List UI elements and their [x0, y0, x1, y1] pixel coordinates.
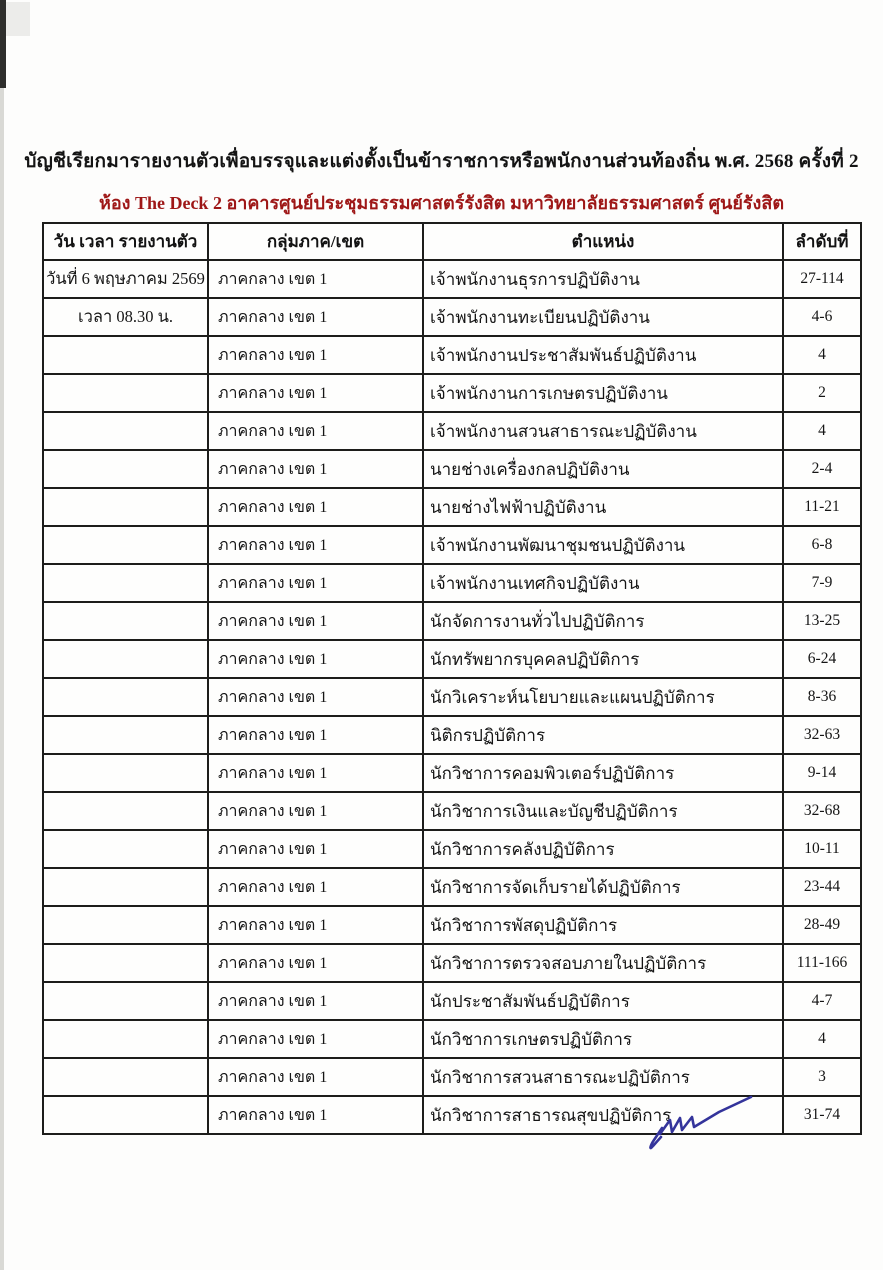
- table-row: [43, 754, 861, 792]
- table-row: [43, 640, 861, 678]
- region-cell: ภาคกลาง เขต 1: [208, 906, 423, 944]
- datetime-cell: วันที่ 6 พฤษภาคม 2569: [43, 260, 208, 298]
- order-cell: 4-7: [783, 982, 861, 1020]
- position-cell: เจ้าพนักงานการเกษตรปฏิบัติงาน: [423, 374, 783, 412]
- datetime-cell: [43, 1058, 208, 1096]
- order-cell: 4-6: [783, 298, 861, 336]
- datetime-cell: [43, 602, 208, 640]
- order-cell: 9-14: [783, 754, 861, 792]
- order-cell: 27-114: [783, 260, 861, 298]
- datetime-cell: [43, 488, 208, 526]
- datetime-cell: [43, 678, 208, 716]
- datetime-cell: [43, 374, 208, 412]
- order-cell: 13-25: [783, 602, 861, 640]
- region-cell: ภาคกลาง เขต 1: [208, 1020, 423, 1058]
- table-row: [43, 906, 861, 944]
- position-cell: นักวิชาการสวนสาธารณะปฏิบัติการ: [423, 1058, 783, 1096]
- order-cell: 2: [783, 374, 861, 412]
- region-cell: ภาคกลาง เขต 1: [208, 298, 423, 336]
- region-cell: ภาคกลาง เขต 1: [208, 754, 423, 792]
- region-cell: ภาคกลาง เขต 1: [208, 944, 423, 982]
- datetime-cell: [43, 716, 208, 754]
- position-cell: นักจัดการงานทั่วไปปฏิบัติการ: [423, 602, 783, 640]
- datetime-cell: [43, 792, 208, 830]
- table-row: [43, 374, 861, 412]
- table-row: [43, 602, 861, 640]
- table-row: [43, 260, 861, 298]
- table-row: [43, 298, 861, 336]
- order-cell: 4: [783, 336, 861, 374]
- datetime-cell: เวลา 08.30 น.: [43, 298, 208, 336]
- datetime-cell: [43, 754, 208, 792]
- order-cell: 4: [783, 1020, 861, 1058]
- position-cell: นักวิชาการคอมพิวเตอร์ปฏิบัติการ: [423, 754, 783, 792]
- order-cell: 32-68: [783, 792, 861, 830]
- order-cell: 6-8: [783, 526, 861, 564]
- table-row: [43, 336, 861, 374]
- scan-smudge-artifact: [2, 2, 30, 36]
- order-cell: 28-49: [783, 906, 861, 944]
- table-row: [43, 1020, 861, 1058]
- region-cell: ภาคกลาง เขต 1: [208, 602, 423, 640]
- position-cell: เจ้าพนักงานสวนสาธารณะปฏิบัติงาน: [423, 412, 783, 450]
- position-cell: เจ้าพนักงานทะเบียนปฏิบัติงาน: [423, 298, 783, 336]
- document-subtitle-venue: ห้อง The Deck 2 อาคารศูนย์ประชุมธรรมศาสตร์รังสิต มหาวิทยาลัยธรรมศาสตร์ ศูนย์รังสิต: [98, 193, 785, 213]
- order-cell: 2-4: [783, 450, 861, 488]
- position-cell: นักวิชาการจัดเก็บรายได้ปฏิบัติการ: [423, 868, 783, 906]
- table-row: [43, 944, 861, 982]
- position-cell: เจ้าพนักงานพัฒนาชุมชนปฏิบัติงาน: [423, 526, 783, 564]
- datetime-cell: [43, 336, 208, 374]
- datetime-cell: [43, 944, 208, 982]
- table-row: [43, 526, 861, 564]
- region-cell: ภาคกลาง เขต 1: [208, 982, 423, 1020]
- order-cell: 10-11: [783, 830, 861, 868]
- table-row: [43, 1096, 861, 1134]
- report-table-body: [43, 260, 861, 1134]
- position-cell: นักทรัพยากรบุคคลปฏิบัติการ: [423, 640, 783, 678]
- position-cell: เจ้าพนักงานประชาสัมพันธ์ปฏิบัติงาน: [423, 336, 783, 374]
- datetime-cell: [43, 982, 208, 1020]
- datetime-cell: [43, 830, 208, 868]
- table-row: [43, 678, 861, 716]
- region-cell: ภาคกลาง เขต 1: [208, 564, 423, 602]
- region-cell: ภาคกลาง เขต 1: [208, 830, 423, 868]
- table-row: [43, 982, 861, 1020]
- region-cell: ภาคกลาง เขต 1: [208, 412, 423, 450]
- datetime-cell: [43, 450, 208, 488]
- datetime-cell: [43, 906, 208, 944]
- table-header-row: [43, 223, 861, 260]
- position-cell: นายช่างไฟฟ้าปฏิบัติงาน: [423, 488, 783, 526]
- datetime-cell: [43, 868, 208, 906]
- region-cell: ภาคกลาง เขต 1: [208, 374, 423, 412]
- region-cell: ภาคกลาง เขต 1: [208, 526, 423, 564]
- table-row: [43, 564, 861, 602]
- region-cell: ภาคกลาง เขต 1: [208, 640, 423, 678]
- header-region: กลุ่มภาค/เขต: [208, 223, 423, 260]
- datetime-cell: [43, 1020, 208, 1058]
- reporting-roster-table: [42, 222, 862, 1135]
- table-row: [43, 716, 861, 754]
- position-cell: นักวิชาการคลังปฏิบัติการ: [423, 830, 783, 868]
- scan-corner-mark: [0, 0, 6, 88]
- position-cell: นักวิชาการสาธารณสุขปฏิบัติการ: [423, 1096, 783, 1134]
- position-cell: เจ้าพนักงานเทศกิจปฏิบัติงาน: [423, 564, 783, 602]
- order-cell: 11-21: [783, 488, 861, 526]
- datetime-cell: [43, 640, 208, 678]
- order-cell: 31-74: [783, 1096, 861, 1134]
- region-cell: ภาคกลาง เขต 1: [208, 1096, 423, 1134]
- region-cell: ภาคกลาง เขต 1: [208, 488, 423, 526]
- position-cell: นักวิชาการเกษตรปฏิบัติการ: [423, 1020, 783, 1058]
- order-cell: 7-9: [783, 564, 861, 602]
- position-cell: นักวิชาการตรวจสอบภายในปฏิบัติการ: [423, 944, 783, 982]
- table-row: [43, 792, 861, 830]
- datetime-cell: [43, 1096, 208, 1134]
- region-cell: ภาคกลาง เขต 1: [208, 678, 423, 716]
- region-cell: ภาคกลาง เขต 1: [208, 868, 423, 906]
- header-datetime: วัน เวลา รายงานตัว: [43, 223, 208, 260]
- order-cell: 23-44: [783, 868, 861, 906]
- document-title: บัญชีเรียกมารายงานตัวเพื่อบรรจุและแต่งตั้งเป็นข้าราชการหรือพนักงานส่วนท้องถิ่น พ.ศ. 2568 ครั้งที่ 2: [24, 151, 859, 172]
- region-cell: ภาคกลาง เขต 1: [208, 792, 423, 830]
- order-cell: 8-36: [783, 678, 861, 716]
- position-cell: นายช่างเครื่องกลปฏิบัติงาน: [423, 450, 783, 488]
- order-cell: 4: [783, 412, 861, 450]
- position-cell: นักประชาสัมพันธ์ปฏิบัติการ: [423, 982, 783, 1020]
- table-row: [43, 830, 861, 868]
- header-position: ตำแหน่ง: [423, 223, 783, 260]
- position-cell: เจ้าพนักงานธุรการปฏิบัติงาน: [423, 260, 783, 298]
- order-cell: 111-166: [783, 944, 861, 982]
- datetime-cell: [43, 526, 208, 564]
- region-cell: ภาคกลาง เขต 1: [208, 260, 423, 298]
- region-cell: ภาคกลาง เขต 1: [208, 450, 423, 488]
- position-cell: นิติกรปฏิบัติการ: [423, 716, 783, 754]
- table-row: [43, 488, 861, 526]
- position-cell: นักวิเคราะห์นโยบายและแผนปฏิบัติการ: [423, 678, 783, 716]
- table-row: [43, 868, 861, 906]
- region-cell: ภาคกลาง เขต 1: [208, 716, 423, 754]
- region-cell: ภาคกลาง เขต 1: [208, 1058, 423, 1096]
- order-cell: 6-24: [783, 640, 861, 678]
- order-cell: 3: [783, 1058, 861, 1096]
- datetime-cell: [43, 564, 208, 602]
- header-order: ลำดับที่: [783, 223, 861, 260]
- table-row: [43, 450, 861, 488]
- table-row: [43, 1058, 861, 1096]
- datetime-cell: [43, 412, 208, 450]
- region-cell: ภาคกลาง เขต 1: [208, 336, 423, 374]
- position-cell: นักวิชาการพัสดุปฏิบัติการ: [423, 906, 783, 944]
- table-row: [43, 412, 861, 450]
- position-cell: นักวิชาการเงินและบัญชีปฏิบัติการ: [423, 792, 783, 830]
- order-cell: 32-63: [783, 716, 861, 754]
